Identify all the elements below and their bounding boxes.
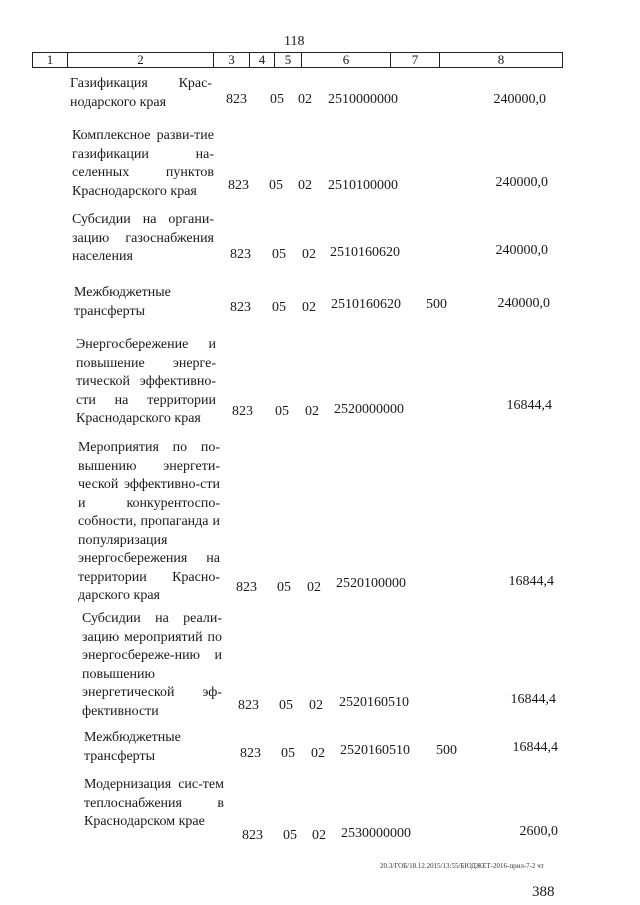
column-header-table: [32, 52, 563, 68]
row-code-subsection: 02: [307, 580, 321, 595]
row-description: Комплексное разви-тие газификации на-селенных пунктов Краснодарского края: [72, 128, 214, 199]
row-description: Модернизация сис-тем теплоснабжения в Краснодарском крае: [84, 777, 224, 829]
row-code-subsection: 02: [298, 178, 312, 193]
row-code-section: 05: [272, 300, 286, 315]
row-code-ministry: 823: [236, 580, 257, 595]
row-code-target: 2520000000: [334, 402, 404, 417]
row-description: Мероприятия по по-вышению энергети-ческой эффективно-сти и конкурентоспо-собности, пропаганда и популяризация энергосбережения на территории Красно-дарского края: [78, 440, 220, 603]
row-code-ministry: 823: [240, 746, 261, 761]
row-code-expense-type: 500: [436, 743, 457, 758]
row-code-target: 2510160620: [330, 245, 400, 260]
row-code-section: 05: [281, 746, 295, 761]
row-code-ministry: 823: [226, 92, 247, 107]
row-code-subsection: 02: [312, 828, 326, 843]
row-code-ministry: 823: [230, 300, 251, 315]
column-header-6: 6: [302, 53, 391, 68]
column-header-5: 5: [275, 53, 302, 68]
row-code-ministry: 823: [228, 178, 249, 193]
row-code-target: 2530000000: [341, 826, 411, 841]
column-header-4: 4: [250, 53, 275, 68]
row-code-expense-type: 500: [426, 297, 447, 312]
column-header-3: 3: [214, 53, 250, 68]
row-code-target: 2520100000: [336, 576, 406, 591]
row-code-subsection: 02: [302, 247, 316, 262]
row-amount: 240000,0: [495, 175, 548, 190]
row-code-section: 05: [283, 828, 297, 843]
row-code-ministry: 823: [242, 828, 263, 843]
page-number: 118: [284, 34, 305, 49]
row-code-target: 2520160510: [339, 695, 409, 710]
row-code-subsection: 02: [311, 746, 325, 761]
row-description: Субсидии на реали-зацию мероприятий по энергосбереже-нию и повышению энергетической эф-фективности: [82, 611, 222, 719]
row-amount: 16844,4: [510, 692, 556, 707]
row-code-target: 2510100000: [328, 178, 398, 193]
row-amount: 240000,0: [495, 243, 548, 258]
row-code-ministry: 823: [232, 404, 253, 419]
footer-document-stamp: 20.3/ГОБ/18.12.2015/13:55/БЮДЖЕТ-2016-прил-7-2 чт: [380, 862, 544, 870]
corner-page-number: 388: [532, 884, 555, 900]
column-header-1: 1: [33, 53, 68, 68]
column-header-8: 8: [440, 53, 563, 68]
row-code-subsection: 02: [302, 300, 316, 315]
row-code-subsection: 02: [309, 698, 323, 713]
column-header-7: 7: [391, 53, 440, 68]
row-code-section: 05: [279, 698, 293, 713]
column-header-row: [33, 53, 563, 68]
row-code-section: 05: [269, 178, 283, 193]
row-description: Газификация Крас-нодарского края: [70, 76, 212, 110]
row-code-subsection: 02: [298, 92, 312, 107]
row-code-section: 05: [272, 247, 286, 262]
row-description: Энергосбережение и повышение энерге-тической эффективно-сти на территории Краснодарского края: [76, 337, 216, 426]
row-description: Субсидии на органи-зацию газоснабжения населения: [72, 212, 214, 264]
row-amount: 16844,4: [512, 740, 558, 755]
row-code-section: 05: [277, 580, 291, 595]
row-code-target: 2520160510: [340, 743, 410, 758]
row-amount: 2600,0: [519, 824, 558, 839]
row-code-section: 05: [270, 92, 284, 107]
row-description: Межбюджетные трансферты: [74, 285, 171, 319]
row-code-ministry: 823: [238, 698, 259, 713]
row-code-target: 2510160620: [331, 297, 401, 312]
row-code-section: 05: [275, 404, 289, 419]
row-code-subsection: 02: [305, 404, 319, 419]
row-amount: 240000,0: [493, 92, 546, 107]
row-amount: 240000,0: [497, 296, 550, 311]
column-header-2: 2: [68, 53, 214, 68]
row-description: Межбюджетные трансферты: [84, 730, 181, 764]
row-code-target: 2510000000: [328, 92, 398, 107]
row-amount: 16844,4: [506, 398, 552, 413]
row-amount: 16844,4: [508, 574, 554, 589]
row-code-ministry: 823: [230, 247, 251, 262]
